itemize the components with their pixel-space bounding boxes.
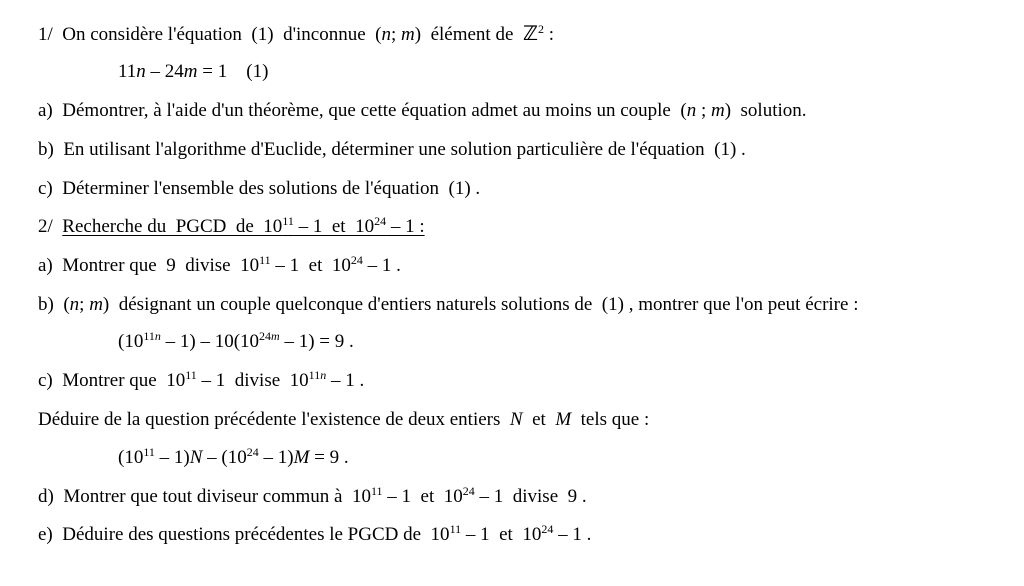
equation-1: 11n – 24m = 1 (1) xyxy=(118,61,269,82)
equation-2b: $(10^{11n} - 1) - 10(10^{24m} - 1) = 9$ . xyxy=(118,329,354,352)
question-2c: c) Montrer que $10^{11} - 1$ divise $10^{11n} - 1$ . xyxy=(38,368,365,391)
question-1a: a) Démontrer, à l'aide d'un théorème, que cette équation admet au moins un couple (n ; m) solution. xyxy=(38,100,807,121)
question-2c-deduce: Déduire de la question précédente l'existence de deux entiers N et M tels que : xyxy=(38,409,650,430)
question-1c: c) Déterminer l'ensemble des solutions de l'équation (1) . xyxy=(38,178,481,199)
question-2-heading: 2/ Recherche du PGCD de $10^{11} - 1$ et $10^{24} - 1$ : xyxy=(38,214,425,237)
equation-2c: $(10^{11} - 1)N - (10^{24} - 1)M = 9$ . xyxy=(118,445,349,468)
question-2d: d) Montrer que tout diviseur commun à $10^{11} - 1$ et $10^{24} - 1$ divise 9 . xyxy=(38,484,587,507)
question-2b: b) (n; m) désignant un couple quelconque d'entiers naturels solutions de (1) , montrer que l'on peut écrire : xyxy=(38,294,859,315)
question-1-intro: 1/ On considère l'équation (1) d'inconnue (n; m) élément de ℤ$^2$ : xyxy=(38,21,555,45)
question-2a: a) Montrer que 9 divise $10^{11} - 1$ et $10^{24} - 1$ . xyxy=(38,253,401,276)
question-1b: b) En utilisant l'algorithme d'Euclide, déterminer une solution particulière de l'équation (1) . xyxy=(38,139,746,160)
question-2e: e) Déduire des questions précédentes le PGCD de $10^{11} - 1$ et $10^{24} - 1$ . xyxy=(38,522,592,545)
